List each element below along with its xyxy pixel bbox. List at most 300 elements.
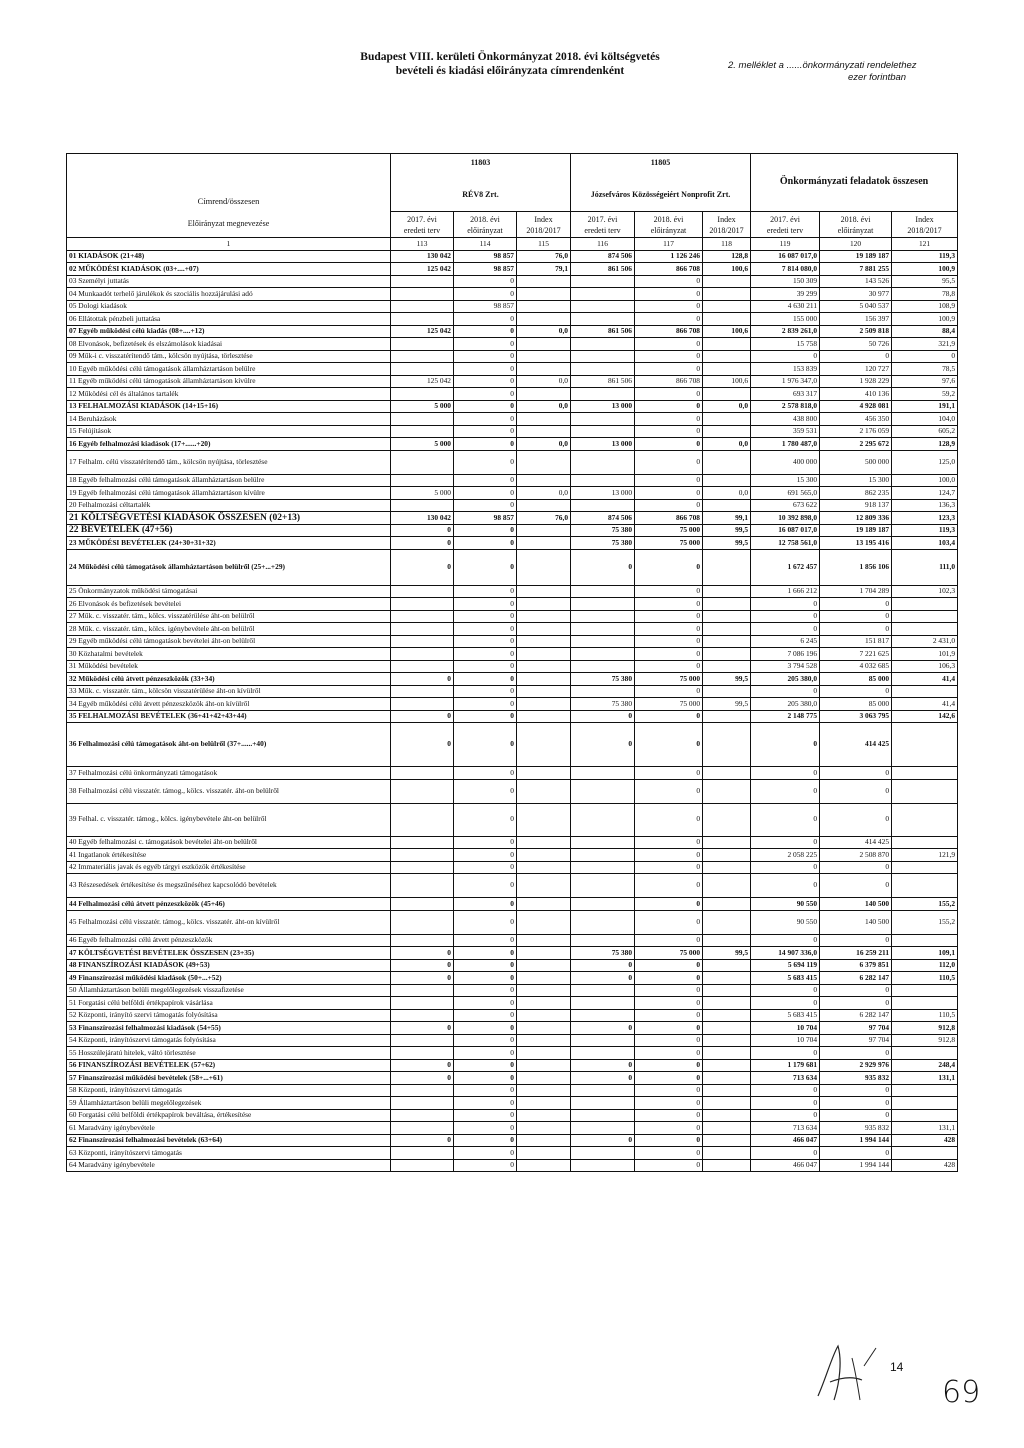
value-cell bbox=[391, 984, 454, 997]
value-cell: 0 bbox=[635, 598, 703, 611]
value-cell bbox=[571, 450, 635, 474]
value-cell: 97 704 bbox=[820, 1022, 892, 1035]
column-number-row bbox=[67, 238, 958, 251]
table-row bbox=[67, 1122, 958, 1135]
value-cell bbox=[517, 1009, 571, 1022]
value-cell bbox=[517, 524, 571, 537]
value-cell bbox=[571, 836, 635, 849]
value-cell: 0 bbox=[454, 288, 517, 301]
value-cell: 2 509 818 bbox=[820, 325, 892, 338]
value-cell bbox=[517, 388, 571, 401]
row-label: 57 Finanszírozási működési bevételek (58+...+61) bbox=[67, 1072, 391, 1085]
table-row bbox=[67, 438, 958, 451]
value-cell: 78,8 bbox=[892, 288, 958, 301]
value-cell: 0 bbox=[454, 898, 517, 911]
value-cell: 0 bbox=[454, 1009, 517, 1022]
value-cell: 0 bbox=[454, 1072, 517, 1085]
table-row bbox=[67, 400, 958, 413]
value-cell: 151 817 bbox=[820, 635, 892, 648]
table-row bbox=[67, 499, 958, 512]
value-cell bbox=[571, 984, 635, 997]
group-total: Önkormányzati feladatok összesen bbox=[751, 154, 958, 212]
value-cell bbox=[703, 1134, 751, 1147]
value-cell bbox=[571, 1034, 635, 1047]
value-cell: 1 179 681 bbox=[751, 1059, 820, 1072]
group-rev8 bbox=[391, 154, 571, 212]
value-cell: 0 bbox=[454, 861, 517, 874]
group-name: Józsefváros Közösségeiért Nonprofit Zrt. bbox=[590, 190, 731, 199]
table-row bbox=[67, 598, 958, 611]
value-cell: 99,5 bbox=[703, 947, 751, 960]
value-cell bbox=[703, 660, 751, 673]
value-cell bbox=[517, 997, 571, 1010]
value-cell bbox=[703, 363, 751, 376]
row-label: 47 KÖLTSÉGVETÉSI BEVÉTELEK ÖSSZESEN (23+35) bbox=[67, 947, 391, 960]
value-cell bbox=[571, 660, 635, 673]
value-cell: 456 350 bbox=[820, 413, 892, 426]
value-cell bbox=[391, 585, 454, 598]
value-cell: 0 bbox=[454, 400, 517, 413]
value-cell: 5 694 119 bbox=[751, 959, 820, 972]
value-cell: 0 bbox=[635, 910, 703, 934]
value-cell: 2 148 775 bbox=[751, 710, 820, 723]
value-cell: 128,8 bbox=[703, 250, 751, 263]
row-label: 32 Működési célú átvett pénzeszközök (33+34) bbox=[67, 673, 391, 686]
value-cell: 0 bbox=[635, 861, 703, 874]
value-cell: 10 704 bbox=[751, 1022, 820, 1035]
row-label: 49 Finanszírozási működési kiadások (50+...+52) bbox=[67, 972, 391, 985]
value-cell: 7 221 625 bbox=[820, 648, 892, 661]
value-cell: 0 bbox=[454, 984, 517, 997]
value-cell bbox=[517, 947, 571, 960]
value-cell bbox=[391, 425, 454, 438]
value-cell: 605,2 bbox=[892, 425, 958, 438]
table-row bbox=[67, 512, 958, 525]
value-cell bbox=[517, 1072, 571, 1085]
table-row bbox=[67, 984, 958, 997]
value-cell bbox=[703, 635, 751, 648]
value-cell: 0 bbox=[454, 710, 517, 723]
value-cell: 0 bbox=[635, 1072, 703, 1085]
value-cell bbox=[517, 1047, 571, 1060]
value-cell bbox=[703, 313, 751, 326]
table-row bbox=[67, 363, 958, 376]
row-label: 28 Műk. c. visszatér. tám., kölcs. igénybevétele áht-on belülről bbox=[67, 623, 391, 636]
table-row bbox=[67, 1009, 958, 1022]
col-2017-plan: 2017. évi eredeti terv bbox=[751, 212, 820, 238]
value-cell bbox=[391, 610, 454, 623]
value-cell bbox=[571, 874, 635, 898]
value-cell: 75 000 bbox=[635, 537, 703, 550]
value-cell bbox=[571, 388, 635, 401]
value-cell: 1 780 487,0 bbox=[751, 438, 820, 451]
table-row bbox=[67, 288, 958, 301]
row-label: 46 Egyéb felhalmozási célú átvett pénzeszközök bbox=[67, 934, 391, 947]
value-cell bbox=[391, 910, 454, 934]
value-cell bbox=[703, 997, 751, 1010]
value-cell: 0 bbox=[454, 660, 517, 673]
value-cell bbox=[703, 1034, 751, 1047]
value-cell bbox=[703, 499, 751, 512]
value-cell: 0 bbox=[820, 1109, 892, 1122]
table-row bbox=[67, 997, 958, 1010]
value-cell bbox=[517, 972, 571, 985]
value-cell: 124,7 bbox=[892, 487, 958, 500]
value-cell bbox=[517, 673, 571, 686]
value-cell bbox=[517, 1034, 571, 1047]
value-cell: 19 189 187 bbox=[820, 524, 892, 537]
value-cell bbox=[391, 474, 454, 487]
value-cell: 4 630 211 bbox=[751, 300, 820, 313]
row-label: 52 Központi, irányító szervi támogatás folyósítása bbox=[67, 1009, 391, 1022]
value-cell: 125 042 bbox=[391, 263, 454, 276]
value-cell bbox=[892, 934, 958, 947]
value-cell: 102,3 bbox=[892, 585, 958, 598]
table-row bbox=[67, 350, 958, 363]
value-cell: 95,5 bbox=[892, 275, 958, 288]
value-cell: 1 126 246 bbox=[635, 250, 703, 263]
value-cell: 4 032 685 bbox=[820, 660, 892, 673]
value-cell bbox=[517, 660, 571, 673]
value-cell bbox=[571, 350, 635, 363]
value-cell bbox=[391, 1109, 454, 1122]
value-cell: 0 bbox=[454, 959, 517, 972]
table-row bbox=[67, 623, 958, 636]
value-cell: 0 bbox=[635, 1159, 703, 1172]
column-number: 116 bbox=[571, 238, 635, 251]
col-index: Index 2018/2017 bbox=[703, 212, 751, 238]
value-cell bbox=[892, 623, 958, 636]
row-label: 45 Felhalmozási célú visszatér. támog., kölcs. visszatér. áht-on kívülről bbox=[67, 910, 391, 934]
value-cell bbox=[517, 635, 571, 648]
value-cell bbox=[703, 1059, 751, 1072]
table-row bbox=[67, 610, 958, 623]
row-label: 34 Egyéb működési célú átvett pénzeszközök áht-on kívülről bbox=[67, 698, 391, 711]
value-cell: 866 708 bbox=[635, 263, 703, 276]
value-cell: 0 bbox=[454, 1159, 517, 1172]
value-cell: 2 058 225 bbox=[751, 849, 820, 862]
value-cell: 0 bbox=[635, 779, 703, 803]
value-cell: 0 bbox=[635, 1109, 703, 1122]
value-cell: 0 bbox=[635, 849, 703, 862]
value-cell bbox=[571, 849, 635, 862]
value-cell: 1 666 212 bbox=[751, 585, 820, 598]
value-cell bbox=[892, 610, 958, 623]
value-cell: 2 176 059 bbox=[820, 425, 892, 438]
value-cell bbox=[703, 779, 751, 803]
value-cell bbox=[391, 450, 454, 474]
value-cell: 861 506 bbox=[571, 263, 635, 276]
value-cell bbox=[517, 585, 571, 598]
value-cell: 0 bbox=[820, 1047, 892, 1060]
table-row bbox=[67, 1134, 958, 1147]
column-number: 115 bbox=[517, 238, 571, 251]
value-cell: 75 000 bbox=[635, 947, 703, 960]
column-number: 118 bbox=[703, 238, 751, 251]
value-cell bbox=[517, 984, 571, 997]
value-cell bbox=[571, 934, 635, 947]
value-cell bbox=[703, 1084, 751, 1097]
value-cell: 153 839 bbox=[751, 363, 820, 376]
value-cell bbox=[391, 313, 454, 326]
value-cell bbox=[517, 450, 571, 474]
value-cell: 100,6 bbox=[703, 325, 751, 338]
value-cell: 0 bbox=[635, 350, 703, 363]
value-cell: 0 bbox=[454, 585, 517, 598]
value-cell: 140 500 bbox=[820, 898, 892, 911]
value-cell bbox=[391, 499, 454, 512]
value-cell bbox=[892, 984, 958, 997]
column-number: 120 bbox=[820, 238, 892, 251]
value-cell bbox=[703, 723, 751, 767]
value-cell bbox=[571, 685, 635, 698]
value-cell: 0 bbox=[635, 959, 703, 972]
value-cell: 866 708 bbox=[635, 325, 703, 338]
value-cell: 75 380 bbox=[571, 947, 635, 960]
value-cell: 0 bbox=[635, 997, 703, 1010]
value-cell bbox=[571, 1009, 635, 1022]
value-cell: 0 bbox=[391, 524, 454, 537]
column-number: 1 bbox=[67, 238, 391, 251]
value-cell: 0 bbox=[635, 275, 703, 288]
value-cell: 0 bbox=[751, 803, 820, 836]
value-cell: 0 bbox=[454, 363, 517, 376]
table-row bbox=[67, 698, 958, 711]
row-label: 11 Egyéb működési célú támogatások államháztartáson kívülre bbox=[67, 375, 391, 388]
value-cell bbox=[391, 1047, 454, 1060]
value-cell: 428 bbox=[892, 1134, 958, 1147]
row-label: 37 Felhalmozási célú önkormányzati támogatások bbox=[67, 767, 391, 780]
value-cell: 466 047 bbox=[751, 1134, 820, 1147]
value-cell: 16 087 017,0 bbox=[751, 524, 820, 537]
value-cell: 108,9 bbox=[892, 300, 958, 313]
value-cell: 41,4 bbox=[892, 698, 958, 711]
value-cell: 14 907 336,0 bbox=[751, 947, 820, 960]
column-number: 121 bbox=[892, 238, 958, 251]
value-cell bbox=[703, 610, 751, 623]
value-cell: 0 bbox=[635, 1059, 703, 1072]
value-cell bbox=[391, 350, 454, 363]
value-cell bbox=[571, 363, 635, 376]
value-cell bbox=[703, 910, 751, 934]
value-cell bbox=[517, 1147, 571, 1160]
value-cell bbox=[517, 610, 571, 623]
column-header-row bbox=[67, 212, 958, 238]
value-cell bbox=[703, 836, 751, 849]
value-cell: 0 bbox=[391, 537, 454, 550]
value-cell: 205 380,0 bbox=[751, 673, 820, 686]
value-cell: 0 bbox=[454, 487, 517, 500]
value-cell: 0 bbox=[454, 972, 517, 985]
value-cell: 0 bbox=[571, 1072, 635, 1085]
table-row bbox=[67, 537, 958, 550]
value-cell: 0 bbox=[635, 585, 703, 598]
table-row bbox=[67, 524, 958, 537]
value-cell bbox=[391, 803, 454, 836]
value-cell bbox=[517, 910, 571, 934]
value-cell: 0 bbox=[454, 767, 517, 780]
value-cell bbox=[703, 861, 751, 874]
value-cell bbox=[391, 1122, 454, 1135]
value-cell bbox=[703, 1097, 751, 1110]
value-cell: 0 bbox=[635, 313, 703, 326]
value-cell: 0 bbox=[454, 388, 517, 401]
value-cell bbox=[892, 861, 958, 874]
value-cell bbox=[517, 313, 571, 326]
value-cell bbox=[892, 779, 958, 803]
value-cell: 0 bbox=[635, 648, 703, 661]
value-cell: 0 bbox=[454, 623, 517, 636]
value-cell: 0 bbox=[820, 610, 892, 623]
table-row bbox=[67, 685, 958, 698]
value-cell bbox=[517, 1122, 571, 1135]
value-cell bbox=[517, 474, 571, 487]
value-cell: 0 bbox=[454, 325, 517, 338]
value-cell: 59,2 bbox=[892, 388, 958, 401]
value-cell bbox=[571, 300, 635, 313]
value-cell: 10 392 898,0 bbox=[751, 512, 820, 525]
table-row bbox=[67, 947, 958, 960]
value-cell: 0 bbox=[454, 849, 517, 862]
value-cell bbox=[391, 363, 454, 376]
value-cell bbox=[703, 1047, 751, 1060]
row-label: 44 Felhalmozási célú átvett pénzeszközök (45+46) bbox=[67, 898, 391, 911]
value-cell: 0 bbox=[635, 1022, 703, 1035]
value-cell bbox=[571, 898, 635, 911]
value-cell: 75 380 bbox=[571, 524, 635, 537]
value-cell bbox=[517, 350, 571, 363]
group-header-row bbox=[67, 154, 958, 212]
value-cell bbox=[517, 898, 571, 911]
group-jozsefvaros bbox=[571, 154, 751, 212]
value-cell bbox=[703, 1009, 751, 1022]
value-cell: 0 bbox=[454, 947, 517, 960]
table-row bbox=[67, 849, 958, 862]
value-cell: 1 994 144 bbox=[820, 1159, 892, 1172]
row-label: 16 Egyéb felhalmozási kiadások (17+......+20) bbox=[67, 438, 391, 451]
value-cell: 0 bbox=[635, 1034, 703, 1047]
value-cell: 691 565,0 bbox=[751, 487, 820, 500]
value-cell: 414 425 bbox=[820, 723, 892, 767]
value-cell: 0 bbox=[751, 1047, 820, 1060]
value-cell: 0 bbox=[391, 972, 454, 985]
value-cell: 0,0 bbox=[703, 487, 751, 500]
value-cell: 0 bbox=[635, 1009, 703, 1022]
value-cell: 98 857 bbox=[454, 300, 517, 313]
value-cell bbox=[517, 1134, 571, 1147]
value-cell bbox=[391, 1097, 454, 1110]
document-title bbox=[300, 50, 720, 78]
value-cell: 143 526 bbox=[820, 275, 892, 288]
table-row bbox=[67, 585, 958, 598]
value-cell bbox=[703, 849, 751, 862]
value-cell: 0 bbox=[454, 1122, 517, 1135]
row-label: 13 FELHALMOZÁSI KIADÁSOK (14+15+16) bbox=[67, 400, 391, 413]
value-cell: 0 bbox=[820, 803, 892, 836]
value-cell: 0 bbox=[635, 300, 703, 313]
value-cell bbox=[517, 874, 571, 898]
value-cell: 112,0 bbox=[892, 959, 958, 972]
value-cell: 713 634 bbox=[751, 1072, 820, 1085]
value-cell: 0 bbox=[391, 947, 454, 960]
table-row bbox=[67, 1047, 958, 1060]
row-label: 56 FINANSZÍROZÁSI BEVÉTELEK (57+62) bbox=[67, 1059, 391, 1072]
value-cell bbox=[391, 338, 454, 351]
value-cell: 110,5 bbox=[892, 1009, 958, 1022]
value-cell: 0 bbox=[635, 338, 703, 351]
value-cell: 0 bbox=[820, 598, 892, 611]
row-label: 36 Felhalmozási célú támogatások áht-on belülről (37+......+40) bbox=[67, 723, 391, 767]
value-cell bbox=[703, 710, 751, 723]
table-row bbox=[67, 934, 958, 947]
value-cell: 39 299 bbox=[751, 288, 820, 301]
value-cell: 99,5 bbox=[703, 537, 751, 550]
row-label: 07 Egyéb működési célú kiadás (08+....+12) bbox=[67, 325, 391, 338]
value-cell bbox=[571, 474, 635, 487]
row-label: 40 Egyéb felhalmozási c. támogatások bevételei áht-on belülről bbox=[67, 836, 391, 849]
value-cell: 0 bbox=[454, 635, 517, 648]
value-cell: 1 704 289 bbox=[820, 585, 892, 598]
annex-reference: 2. melléklet a ......önkormányzati rendelethez bbox=[728, 60, 917, 71]
value-cell bbox=[571, 425, 635, 438]
annex-note bbox=[728, 60, 938, 84]
value-cell bbox=[571, 648, 635, 661]
value-cell: 713 634 bbox=[751, 1122, 820, 1135]
table-row bbox=[67, 959, 958, 972]
value-cell: 673 622 bbox=[751, 499, 820, 512]
row-label: 01 KIADÁSOK (21+48) bbox=[67, 250, 391, 263]
value-cell: 75 380 bbox=[571, 698, 635, 711]
value-cell: 0 bbox=[635, 635, 703, 648]
page-number: 14 bbox=[890, 1360, 904, 1374]
value-cell: 0 bbox=[571, 1059, 635, 1072]
value-cell: 2 295 672 bbox=[820, 438, 892, 451]
value-cell: 0 bbox=[454, 1109, 517, 1122]
row-label: 29 Egyéb működési célú támogatások bevételei áht-on belülről bbox=[67, 635, 391, 648]
row-label: 63 Központi, irányítószervi támogatás bbox=[67, 1147, 391, 1160]
value-cell: 0 bbox=[820, 779, 892, 803]
value-cell: 5 683 415 bbox=[751, 1009, 820, 1022]
table-row bbox=[67, 723, 958, 767]
value-cell: 98 857 bbox=[454, 250, 517, 263]
value-cell bbox=[517, 779, 571, 803]
value-cell bbox=[571, 1084, 635, 1097]
value-cell bbox=[391, 275, 454, 288]
value-cell: 0 bbox=[635, 874, 703, 898]
value-cell bbox=[703, 300, 751, 313]
corner-cell: Címrend/összesen bbox=[67, 154, 391, 212]
value-cell: 400 000 bbox=[751, 450, 820, 474]
row-label: 10 Egyéb működési célú támogatások államháztartáson belülre bbox=[67, 363, 391, 376]
value-cell bbox=[703, 549, 751, 585]
value-cell: 12 809 336 bbox=[820, 512, 892, 525]
value-cell bbox=[391, 861, 454, 874]
row-label: 26 Elvonások és befizetések bevételei bbox=[67, 598, 391, 611]
value-cell: 0 bbox=[820, 1097, 892, 1110]
value-cell bbox=[517, 425, 571, 438]
value-cell: 0 bbox=[820, 861, 892, 874]
value-cell bbox=[703, 874, 751, 898]
value-cell: 0 bbox=[635, 438, 703, 451]
value-cell: 0 bbox=[635, 499, 703, 512]
value-cell: 125 042 bbox=[391, 325, 454, 338]
value-cell: 0 bbox=[454, 1047, 517, 1060]
table-row bbox=[67, 898, 958, 911]
value-cell bbox=[571, 1159, 635, 1172]
value-cell: 5 040 537 bbox=[820, 300, 892, 313]
table-row bbox=[67, 660, 958, 673]
value-cell: 0 bbox=[635, 549, 703, 585]
